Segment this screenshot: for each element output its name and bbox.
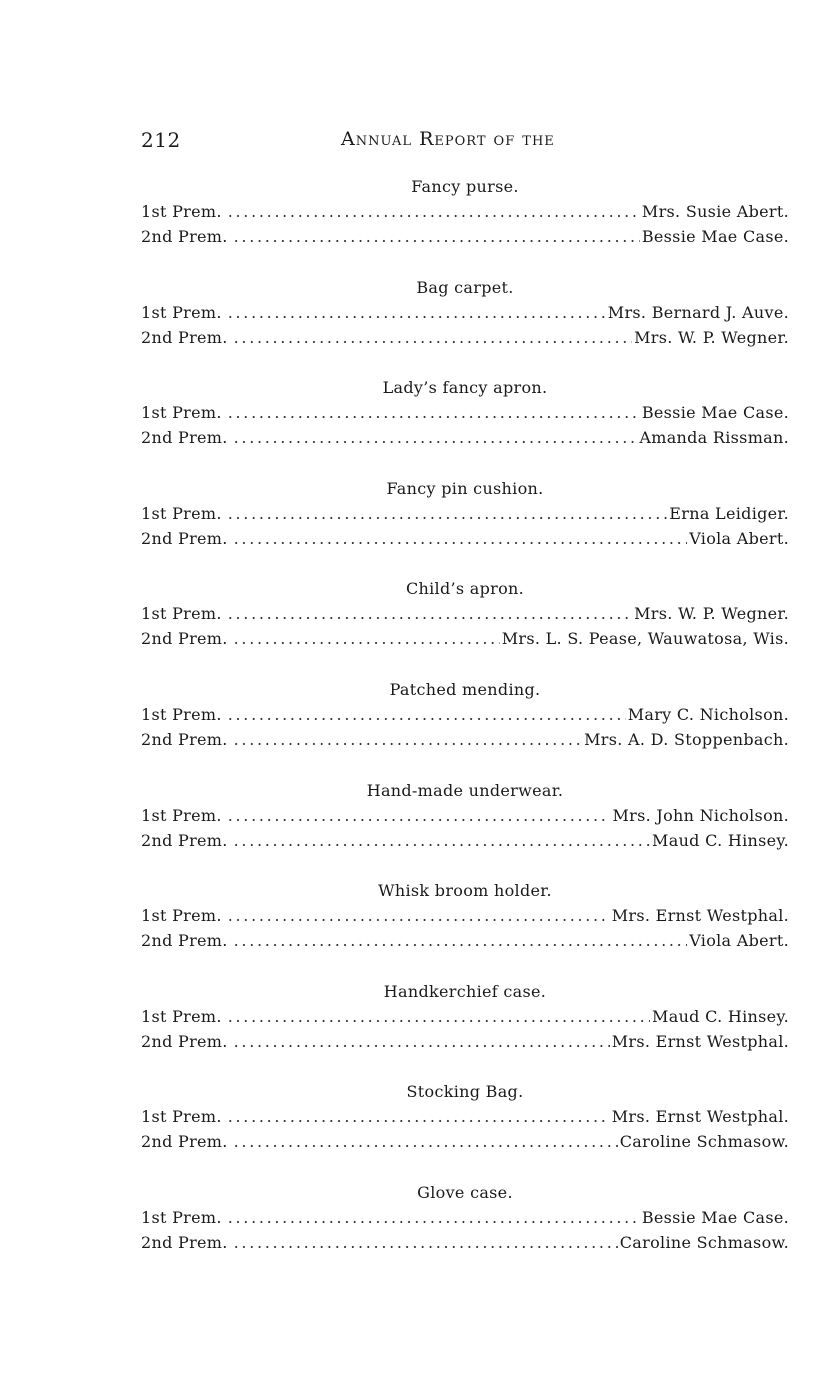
dot-leader — [228, 1104, 610, 1129]
premium-label: 1st Prem. — [141, 906, 222, 926]
dot-leader — [234, 928, 688, 953]
section-title: Stocking Bag. — [406, 1082, 524, 1102]
winner-name: Mrs. Bernard J. Auve. — [607, 302, 789, 322]
premium-label: 2nd Prem. — [141, 931, 228, 951]
premium-label: 1st Prem. — [141, 805, 222, 825]
winner-name: Mrs. Ernst Westphal. — [611, 1031, 789, 1051]
second-premium-entry — [141, 727, 789, 752]
section-title: Glove case. — [417, 1182, 513, 1202]
winner-name: Maud C. Hinsey. — [652, 830, 789, 850]
winner-name: Bessie Mae Case. — [641, 403, 789, 423]
dot-leader — [234, 626, 500, 651]
dot-leader — [234, 526, 688, 551]
dot-leader — [228, 903, 610, 928]
premium-section — [141, 276, 789, 377]
winner-name: Bessie Mae Case. — [641, 227, 789, 246]
premium-label: 2nd Prem. — [141, 1031, 228, 1051]
premium-label: 2nd Prem. — [141, 830, 228, 850]
section-title: Fancy purse. — [411, 177, 519, 196]
winner-name: Amanda Rissman. — [639, 428, 789, 448]
first-premium-entry — [141, 300, 789, 325]
winner-name: Bessie Mae Case. — [641, 1207, 789, 1227]
dot-leader — [234, 325, 632, 350]
winner-name: Mrs. L. S. Pease, Wauwatosa, Wis. — [501, 629, 789, 649]
section-title: Whisk broom holder. — [378, 881, 552, 901]
second-premium-entry — [141, 1029, 789, 1054]
premium-section — [141, 879, 789, 980]
winner-name: Mrs. Susie Abert. — [641, 202, 789, 221]
winner-name: Mary C. Nicholson. — [627, 704, 789, 724]
premium-section — [141, 1181, 789, 1282]
premium-label: 1st Prem. — [141, 503, 222, 523]
dot-leader — [228, 300, 606, 325]
section-title: Child’s apron. — [405, 579, 525, 599]
first-premium-entry — [141, 601, 789, 626]
second-premium-entry — [141, 828, 789, 853]
second-premium-entry — [141, 526, 789, 551]
premium-section — [141, 1080, 789, 1181]
first-premium-entry — [141, 702, 789, 727]
first-premium-entry — [141, 501, 789, 526]
premium-section — [141, 577, 789, 678]
winner-name: Mrs. A. D. Stoppenbach. — [584, 729, 789, 749]
dot-leader — [228, 501, 668, 526]
second-premium-entry — [141, 425, 789, 450]
dot-leader — [234, 425, 638, 450]
winner-name: Mrs. W. P. Wegner. — [634, 327, 789, 347]
first-premium-entry — [141, 1104, 789, 1129]
dot-leader — [234, 1129, 618, 1154]
first-premium-entry — [141, 1205, 789, 1230]
winner-name: Caroline Schmasow. — [619, 1232, 789, 1252]
premium-label: 2nd Prem. — [141, 1232, 228, 1252]
premium-label: 1st Prem. — [141, 704, 222, 724]
dot-leader — [234, 828, 650, 853]
winner-name: Caroline Schmasow. — [619, 1132, 789, 1152]
winner-name: Mrs. W. P. Wegner. — [634, 604, 789, 624]
document-page — [141, 128, 789, 1252]
dot-leader — [228, 702, 626, 727]
section-title: Bag carpet. — [416, 277, 514, 297]
dot-leader — [234, 1230, 618, 1255]
winner-name: Mrs. Ernst Westphal. — [611, 906, 789, 926]
second-premium-entry — [141, 325, 789, 350]
premium-section — [141, 175, 789, 276]
section-title: Patched mending. — [389, 679, 541, 699]
first-premium-entry — [141, 400, 789, 425]
premium-label: 2nd Prem. — [141, 327, 228, 347]
section-title: Handkerchief case. — [383, 981, 547, 1001]
premium-label: 2nd Prem. — [141, 629, 228, 649]
premium-label: 1st Prem. — [141, 1006, 222, 1026]
dot-leader — [228, 199, 640, 224]
second-premium-entry — [141, 1129, 789, 1154]
second-premium-entry — [141, 1230, 789, 1255]
first-premium-entry — [141, 199, 789, 224]
winner-name: Maud C. Hinsey. — [652, 1006, 789, 1026]
section-title: Lady’s fancy apron. — [382, 378, 548, 398]
first-premium-entry — [141, 1004, 789, 1029]
winner-name: Mrs. John Nicholson. — [612, 805, 789, 825]
premium-label: 1st Prem. — [141, 1207, 222, 1227]
second-premium-entry — [141, 928, 789, 953]
winner-name: Mrs. Ernst Westphal. — [611, 1107, 789, 1127]
premium-section — [141, 376, 789, 477]
premium-list — [141, 175, 789, 1282]
premium-label: 2nd Prem. — [141, 1132, 228, 1152]
section-title: Fancy pin cushion. — [386, 478, 544, 498]
first-premium-entry — [141, 903, 789, 928]
page-number: 212 — [141, 128, 181, 152]
premium-label: 2nd Prem. — [141, 729, 228, 749]
page-header — [141, 128, 789, 158]
premium-label: 2nd Prem. — [141, 428, 228, 448]
winner-name: Viola Abert. — [689, 931, 789, 951]
dot-leader — [228, 1004, 650, 1029]
premium-label: 1st Prem. — [141, 403, 222, 423]
premium-label: 1st Prem. — [141, 202, 222, 221]
dot-leader — [234, 727, 582, 752]
winner-name: Viola Abert. — [689, 528, 789, 548]
premium-section — [141, 779, 789, 880]
dot-leader — [228, 803, 611, 828]
first-premium-entry — [141, 803, 789, 828]
premium-section — [141, 477, 789, 578]
running-head: Annual Report of the — [341, 128, 555, 150]
winner-name: Erna Leidiger. — [669, 503, 789, 523]
premium-label: 2nd Prem. — [141, 528, 228, 548]
dot-leader — [228, 601, 632, 626]
premium-label: 2nd Prem. — [141, 227, 228, 246]
premium-section — [141, 678, 789, 779]
dot-leader — [234, 224, 640, 249]
section-title: Hand-made underwear. — [366, 780, 564, 800]
dot-leader — [228, 400, 640, 425]
premium-section — [141, 980, 789, 1081]
premium-label: 1st Prem. — [141, 604, 222, 624]
premium-label: 1st Prem. — [141, 302, 222, 322]
dot-leader — [234, 1029, 610, 1054]
second-premium-entry — [141, 626, 789, 651]
second-premium-entry — [141, 224, 789, 249]
premium-label: 1st Prem. — [141, 1107, 222, 1127]
dot-leader — [228, 1205, 640, 1230]
